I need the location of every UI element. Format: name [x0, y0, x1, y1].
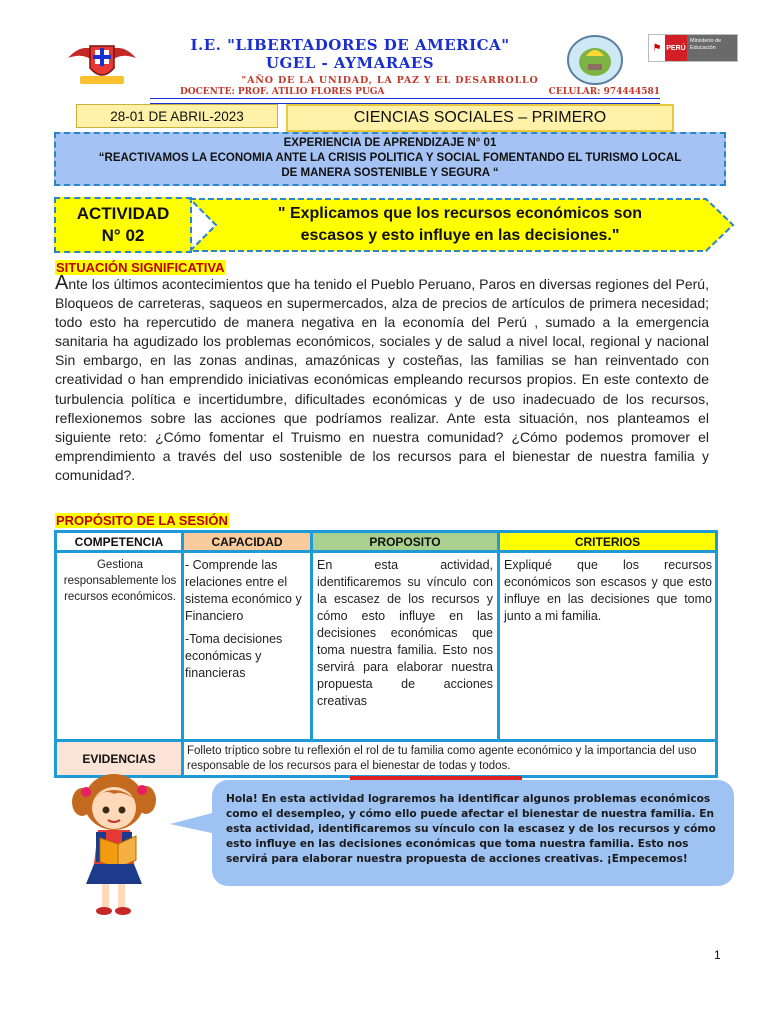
speech-bubble-tail	[168, 808, 218, 838]
peru-label: PERÚ	[665, 35, 687, 61]
evidencias-text: Folleto tríptico sobre tu reflexión el rol de tu familia como agente económico y la importancia del uso responsable de los recursos para el bienestar de todas y todos.	[187, 745, 697, 772]
activity-label-box	[54, 197, 192, 253]
situation-heading: SITUACIÓN SIGNIFICATIVA	[56, 260, 225, 275]
experience-number: EXPERIENCIA DE APRENDIZAJE N° 01	[283, 137, 497, 149]
situation-paragraph	[55, 274, 709, 485]
activity-number: N° 02	[101, 226, 145, 245]
proposito-cell: En esta actividad, identificaremos su vínculo con la escasez de los recursos y cómo esto influye en las decisiones económicas que toma nuestra familia. Esto nos servirá para elaborar nuestra propuesta de acciones creativas	[317, 558, 493, 708]
situation-text: nte los últimos acontecimientos que ha tenido el Pueblo Peruano, Paros en diversas regiones del Perú, Bloqueos de carreteras, saqueos en supermercados, alza de precios de artículos de primera necesidad; todo esto ha repercutido de manera negativa en la economía del Perú , sumado a la emergencia sanitaria ha agudizado los problemas económicos, sociales y de salud a nivel local, regional y nacional Sin embargo, en las zonas andinas, amazónicas y costeñas, las familias se han reinventado con creatividad o han emprendido iniciativas económicas empleando recursos propios. En este contexto de turbulencia política e incertidumbre, dificultades económicas y de uso inadecuado de los recursos, reflexionemos sobre las acciones que podríamos realizar. Ante esta situación, nos planteamos el siguiente reto: ¿Cómo fomentar el Truismo en nuestra comunidad? ¿Cómo podemos promover el emprendimiento a través del uso sostenible de los recursos para el bienestar de nuestra familia y comunidad?.	[55, 276, 709, 483]
capacidad-item: -Toma decisiones económicas y financieras	[185, 632, 283, 680]
capacidad-item: - Comprende las relaciones entre el sistema económico y Financiero	[185, 558, 302, 623]
session-date: 28-01 DE ABRIL-2023	[76, 104, 278, 128]
teacher-line	[180, 87, 660, 97]
activity-title-line1: " Explicamos que los recursos económicos son	[277, 205, 643, 222]
ministry-of-education-logo	[648, 34, 738, 62]
evidencias-label: EVIDENCIAS	[57, 742, 181, 775]
girl-reading-illustration	[62, 772, 172, 922]
table-divider	[310, 533, 313, 742]
page-number: 1	[714, 948, 721, 962]
header-competencia: COMPETENCIA	[57, 533, 181, 553]
experience-title-line2: DE MANERA SOSTENIBLE Y SEGURA “	[281, 167, 499, 179]
session-subject: CIENCIAS SOCIALES – PRIMERO	[286, 104, 674, 132]
table-divider	[497, 533, 500, 742]
school-name: I.E. "LIBERTADORES DE AMERICA"	[190, 36, 510, 54]
purpose-table	[54, 530, 718, 778]
criterios-cell: Expliqué que los recursos económicos son escasos y que esto influye en las decisiones que tomo junto a mi familia.	[504, 558, 712, 623]
ugel-name: UGEL - AYMARAES	[265, 54, 435, 72]
speech-bubble: Hola! En esta actividad lograremos ha identificar algunos problemas económicos como el desempleo, y cómo ello puede afectar el bienestar de nuestra familia. En esta actividad, identificaremos su vínculo con la escasez y de los recursos y cómo esto influye en las decisiones económicas que toma nuestra familia. Esto nos servirá para elaborar nuestra propuesta de acciones creativas. ¡Empecemos!	[212, 780, 734, 886]
activity-title	[220, 203, 700, 247]
year-motto: "AÑO DE LA UNIDAD, LA PAZ Y EL DESARROLLO	[241, 75, 539, 86]
teacher-phone: CELULAR: 974444581	[548, 87, 660, 97]
activity-label: ACTIVIDAD	[76, 204, 170, 223]
capacidad-cell	[185, 557, 309, 682]
peru-shield-icon: ⚑	[649, 35, 665, 61]
experience-title-line1: “REACTIVAMOS LA ECONOMIA ANTE LA CRISIS POLITICA Y SOCIAL FOMENTANDO EL TURISMO LOCAL	[98, 152, 682, 164]
experience-box	[54, 132, 726, 186]
activity-title-line2: escasos y esto influye en las decisiones."	[300, 227, 620, 244]
header-criterios: CRITERIOS	[500, 533, 715, 553]
teacher-name: DOCENTE: PROF. ATILIO FLORES PUGA	[180, 87, 385, 97]
header-proposito: PROPOSITO	[313, 533, 497, 553]
purpose-heading: PROPÓSITO DE LA SESIÓN	[56, 513, 228, 528]
school-logo	[66, 32, 138, 90]
ministry-label: Ministerio de Educación	[687, 35, 737, 61]
header-capacidad: CAPACIDAD	[184, 533, 310, 553]
competencia-cell: Gestiona responsablemente los recursos económicos.	[63, 559, 177, 603]
drop-letter: A	[55, 272, 69, 294]
